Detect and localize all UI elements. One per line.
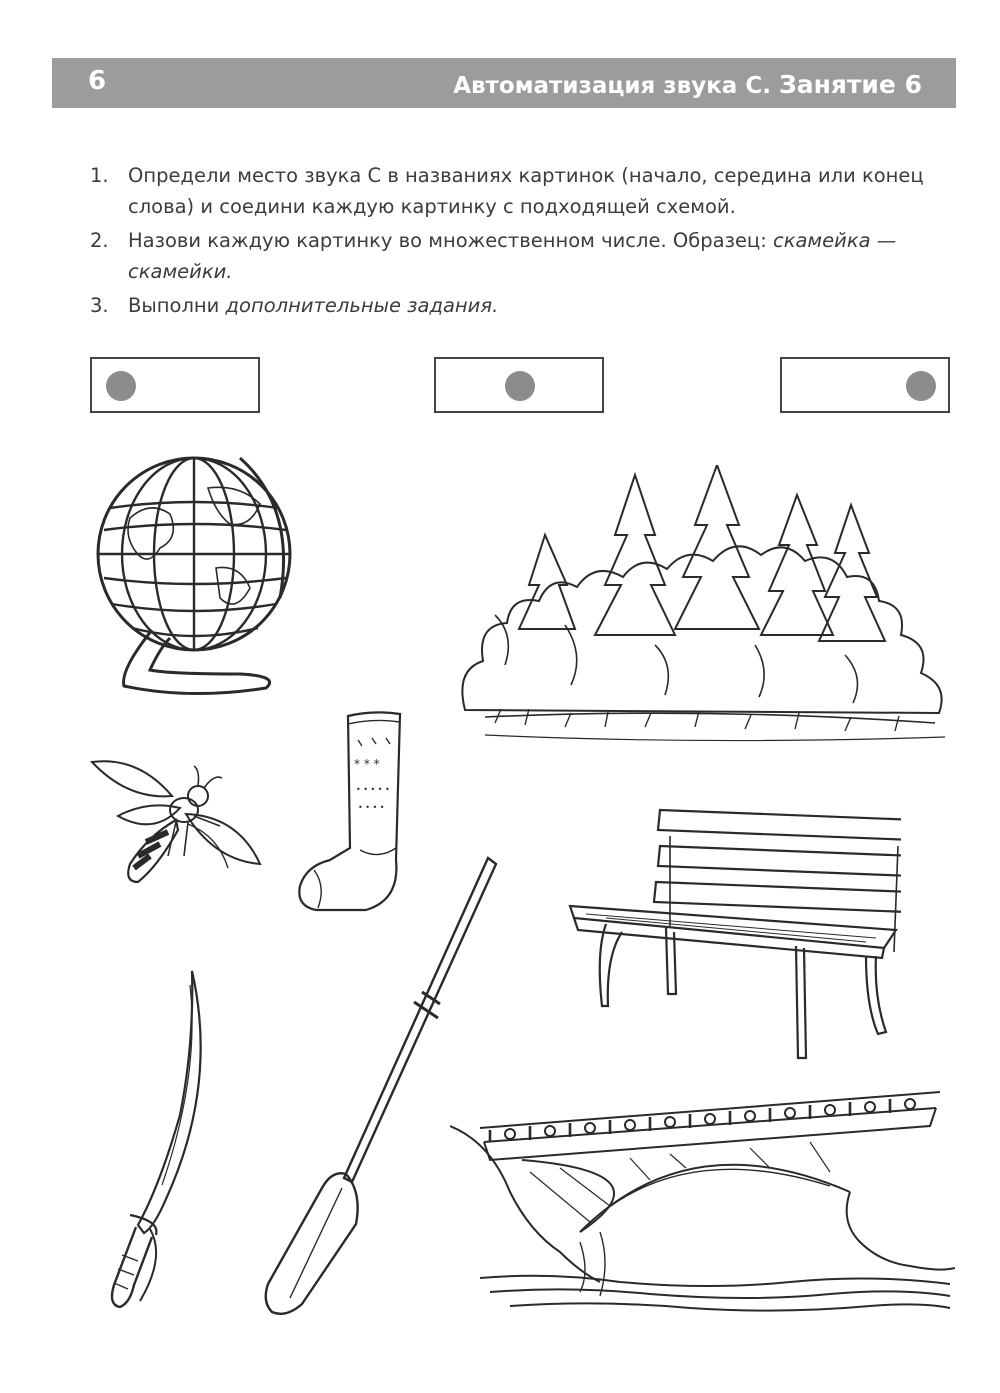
task-text: Определи место звука С в названиях картинок (начало, середина или конец слова) и соедини каждую картинку с подходящей схемой.	[128, 164, 924, 218]
bench-icon[interactable]	[566, 806, 901, 1061]
task-example: скамейка — скамейки.	[128, 229, 897, 283]
saber-icon[interactable]	[100, 965, 215, 1315]
task-number: 3.	[90, 294, 109, 317]
task-text: Выполни	[128, 294, 226, 317]
scheme-end[interactable]	[780, 357, 950, 413]
scheme-start[interactable]	[90, 357, 260, 413]
svg-text:• • • •: • • • •	[358, 803, 385, 812]
task-item	[90, 160, 960, 222]
svg-text:• • • • •: • • • • •	[356, 785, 390, 794]
wasp-icon[interactable]	[88, 756, 263, 891]
task-item	[90, 225, 960, 287]
task-number: 1.	[90, 164, 109, 187]
globe-icon[interactable]	[90, 448, 300, 700]
task-item	[90, 290, 960, 321]
svg-text:* * *: * * *	[354, 757, 380, 771]
topic-title: Автоматизация звука С.	[453, 73, 771, 99]
task-list	[90, 160, 960, 324]
forest-icon[interactable]	[455, 465, 955, 755]
sound-dot	[106, 371, 136, 401]
sound-dot	[505, 371, 535, 401]
lesson-title: Занятие 6	[778, 70, 922, 99]
sound-dot	[906, 371, 936, 401]
scheme-middle[interactable]	[434, 357, 604, 413]
task-number: 2.	[90, 229, 109, 252]
bridge-icon[interactable]	[450, 1082, 955, 1322]
task-text: Назови каждую картинку во множественном числе. Образец:	[128, 229, 773, 252]
page-number: 6	[88, 66, 107, 96]
page-title	[453, 70, 922, 99]
task-example: дополнительные задания.	[225, 294, 499, 317]
